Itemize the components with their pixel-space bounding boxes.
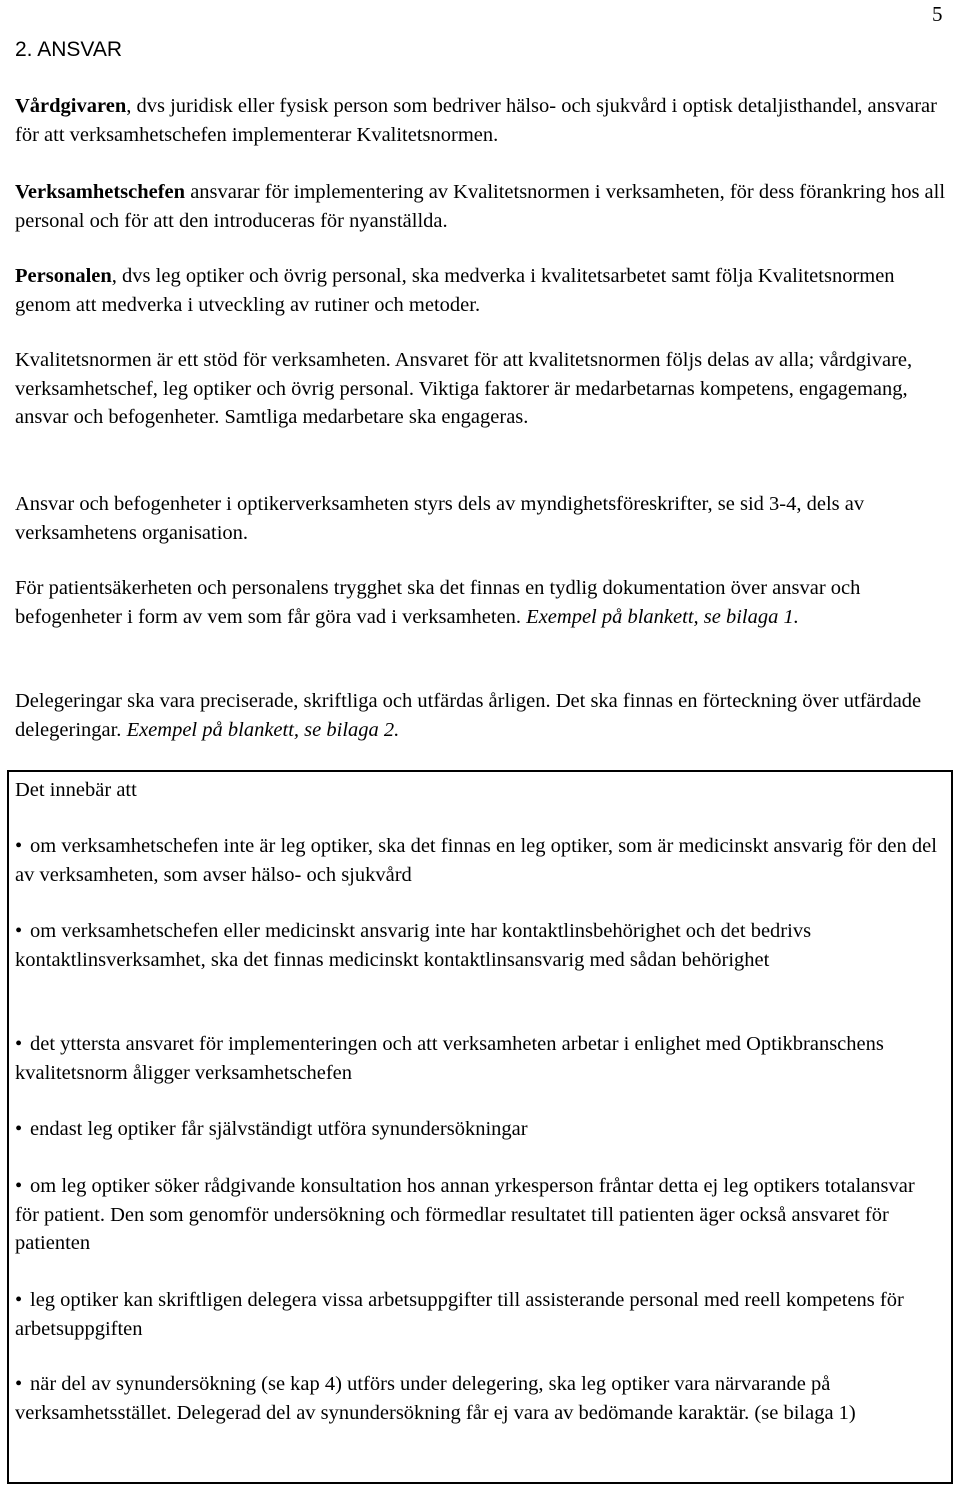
paragraph-personalen [15, 262, 950, 319]
bullet-icon: • [15, 1175, 23, 1197]
bullet-icon: • [15, 1289, 23, 1311]
bilaga-reference: Exempel på blankett, se bilaga 1. [526, 605, 799, 628]
term-personalen: Personalen [15, 265, 112, 287]
term-vardgivaren: Vårdgivaren [15, 95, 127, 117]
bullet-text: om verksamhetschefen eller medicinskt ansvarig inte har kontaktlinsbehörighet och det bedrivs kontaktlinsverksamhet, ska det finnas medicinskt kontaktlinsansvarig med sådan behörighet [15, 920, 812, 971]
page-number: 5 [932, 2, 943, 26]
paragraph-text: Kvalitetsnormen är ett stöd för verksamheten. Ansvaret för att kvalitetsnormen följs delas av alla; vårdgivare, verksamhetschef, leg optiker och övrig personal. Viktiga faktorer är medarbetarnas kompetens, engagemang, ansvar och befogenheter. Samtliga medarbetare ska engageras. [15, 349, 913, 428]
bullet-item [15, 1286, 940, 1343]
paragraph-text: , dvs juridisk eller fysisk person som bedriver hälso- och sjukvård i optisk detaljisthandel, ansvarar för att verksamhetschefen implementerar Kvalitetsnormen. [15, 95, 937, 146]
bullet-icon: • [15, 1033, 23, 1055]
paragraph-delegeringar [15, 687, 950, 744]
bilaga-reference: Exempel på blankett, se bilaga 2. [126, 718, 400, 741]
paragraph-verksamhetschefen [15, 178, 950, 235]
paragraph-text: , dvs leg optiker och övrig personal, ska medverka i kvalitetsarbetet samt följa Kvalitetsnormen genom att medverka i utveckling av rutiner och metoder. [15, 265, 895, 316]
term-verksamhetschefen: Verksamhetschefen [15, 181, 186, 203]
bullet-item [15, 1115, 940, 1144]
paragraph-text: För patientsäkerheten och personalens trygghet ska det finnas en tydlig dokumentation över ansvar och befogenheter i form av vem som får göra vad i verksamheten. [15, 577, 861, 628]
bullet-item [15, 917, 940, 974]
bullet-icon: • [15, 920, 23, 942]
bullet-icon: • [15, 835, 23, 857]
requirements-box [7, 770, 953, 1484]
bullet-text: leg optiker kan skriftligen delegera vissa arbetsuppgifter till assisterande personal med reell kompetens för arbetsuppgiften [15, 1289, 904, 1340]
paragraph-text: ansvarar för implementering av Kvalitetsnormen i verksamheten, för dess förankring hos all personal och för att den introduceras för nyanställda. [15, 181, 946, 232]
box-heading: Det innebär att [15, 779, 137, 801]
paragraph-ansvar-befogenheter [15, 490, 950, 547]
section-heading: 2. ANSVAR [15, 38, 122, 61]
paragraph-kvalitetsnormen [15, 346, 950, 432]
bullet-icon: • [15, 1118, 23, 1140]
bullet-item [15, 1370, 940, 1427]
bullet-text: när del av synundersökning (se kap 4) utförs under delegering, ska leg optiker vara närvarande på verksamhetsstället. Delegerad del av synundersökning får ej vara av bedömande karaktär. (se bilaga 1) [15, 1373, 856, 1424]
bullet-icon: • [15, 1373, 23, 1395]
bullet-text: om verksamhetschefen inte är leg optiker, ska det finnas en leg optiker, som är medicinskt ansvarig för den del av verksamheten, som avser hälso- och sjukvård [15, 835, 937, 886]
bullet-text: om leg optiker söker rådgivande konsultation hos annan yrkesperson fråntar detta ej leg optikers totalansvar för patient. Den som genomför undersökning och förmedlar resultatet till patienten äger också ansvaret för patienten [15, 1175, 915, 1254]
bullet-text: det yttersta ansvaret för implementeringen och att verksamheten arbetar i enlighet med Optikbranschens kvalitetsnorm åligger verksamhetschefen [15, 1033, 884, 1084]
paragraph-vardgivaren [15, 92, 950, 149]
bullet-item [15, 1172, 940, 1258]
bullet-text: endast leg optiker får självständigt utföra synundersökningar [30, 1118, 528, 1140]
bullet-item [15, 832, 940, 889]
paragraph-text: Delegeringar ska vara preciserade, skriftliga och utfärdas årligen. Det ska finnas en förteckning över utfärdade delegeringar. [15, 690, 922, 741]
paragraph-text: Ansvar och befogenheter i optikerverksamheten styrs dels av myndighetsföreskrifter, se sid 3-4, dels av verksamhetens organisation. [15, 493, 865, 544]
paragraph-patientsakerhet [15, 574, 950, 631]
bullet-item [15, 1030, 940, 1087]
